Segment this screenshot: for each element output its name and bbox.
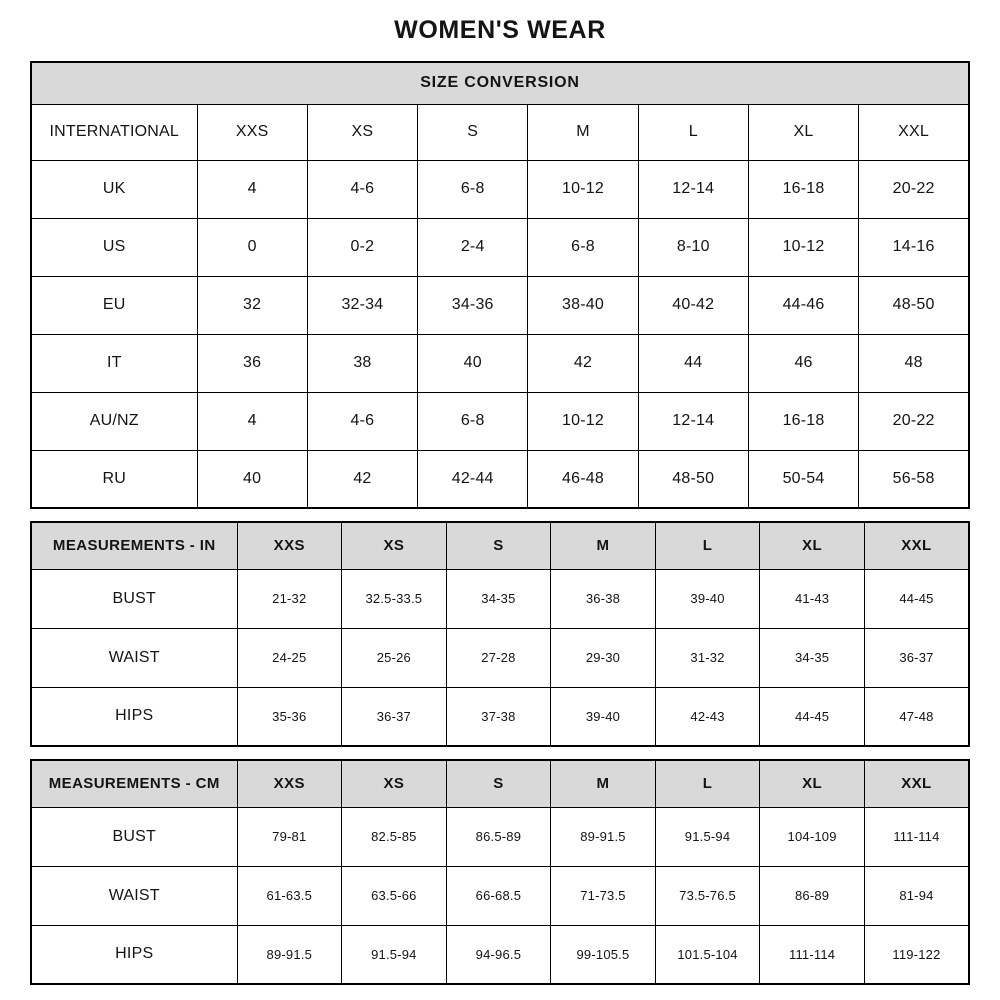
measurement-cell: 39-40 [655,569,760,628]
measurement-cell: 94-96.5 [446,925,551,984]
column-header: XXL [864,522,969,569]
size-cell: 40-42 [638,276,748,334]
measurements-in-table [30,521,970,747]
size-cell: 20-22 [859,392,969,450]
column-header: XS [307,104,417,160]
column-header: M [551,760,656,807]
size-cell: 48-50 [638,450,748,508]
column-header: L [655,522,760,569]
measurement-cell: 119-122 [864,925,969,984]
measurement-cell: 41-43 [760,569,865,628]
size-cell: 40 [418,334,528,392]
size-cell: 6-8 [418,160,528,218]
size-cell: 6-8 [528,218,638,276]
measurement-cell: 91.5-94 [342,925,447,984]
measurements-in-header: MEASUREMENTS - IN [31,522,237,569]
size-cell: 48-50 [859,276,969,334]
column-header: S [418,104,528,160]
table-row [31,104,969,160]
measurement-cell: 36-38 [551,569,656,628]
size-cell: 40 [197,450,307,508]
measurement-cell: 31-32 [655,628,760,687]
measurement-cell: 34-35 [760,628,865,687]
size-cell: 56-58 [859,450,969,508]
row-label: RU [31,450,197,508]
size-cell: 4 [197,392,307,450]
table-row [31,628,969,687]
column-header: XXS [237,522,342,569]
size-cell: 10-12 [528,392,638,450]
column-header: S [446,760,551,807]
size-cell: 16-18 [748,160,858,218]
size-cell: 2-4 [418,218,528,276]
measurement-cell: 27-28 [446,628,551,687]
row-label: HIPS [31,925,237,984]
size-cell: 42 [528,334,638,392]
column-header: INTERNATIONAL [31,104,197,160]
column-header: L [638,104,748,160]
measurement-cell: 81-94 [864,866,969,925]
size-cell: 16-18 [748,392,858,450]
size-cell: 42-44 [418,450,528,508]
size-cell: 38-40 [528,276,638,334]
size-cell: 20-22 [859,160,969,218]
row-label: BUST [31,807,237,866]
column-header: XXS [237,760,342,807]
column-header: M [528,104,638,160]
measurement-cell: 73.5-76.5 [655,866,760,925]
size-cell: 44 [638,334,748,392]
size-cell: 38 [307,334,417,392]
column-header: M [551,522,656,569]
table-row [31,218,969,276]
measurements-cm-header: MEASUREMENTS - CM [31,760,237,807]
size-cell: 4-6 [307,392,417,450]
size-cell: 42 [307,450,417,508]
size-cell: 12-14 [638,160,748,218]
column-header: XL [760,760,865,807]
measurement-cell: 34-35 [446,569,551,628]
table-row [31,62,969,104]
row-label: WAIST [31,866,237,925]
column-header: XL [760,522,865,569]
measurement-cell: 82.5-85 [342,807,447,866]
measurement-cell: 36-37 [864,628,969,687]
size-cell: 34-36 [418,276,528,334]
column-header: XS [342,522,447,569]
size-cell: 44-46 [748,276,858,334]
measurement-cell: 44-45 [760,687,865,746]
measurement-cell: 21-32 [237,569,342,628]
row-label: UK [31,160,197,218]
measurement-cell: 35-36 [237,687,342,746]
table-row [31,334,969,392]
table-row [31,522,969,569]
table-row [31,760,969,807]
table-row [31,160,969,218]
column-header: XXL [864,760,969,807]
row-label: HIPS [31,687,237,746]
table-row [31,276,969,334]
measurement-cell: 63.5-66 [342,866,447,925]
measurement-cell: 111-114 [864,807,969,866]
size-cell: 4 [197,160,307,218]
size-conversion-table [30,61,970,509]
table-row [31,866,969,925]
measurement-cell: 89-91.5 [551,807,656,866]
measurement-cell: 37-38 [446,687,551,746]
row-label: WAIST [31,628,237,687]
measurement-cell: 32.5-33.5 [342,569,447,628]
measurement-cell: 86.5-89 [446,807,551,866]
column-header: S [446,522,551,569]
column-header: XL [748,104,858,160]
size-cell: 48 [859,334,969,392]
row-label: IT [31,334,197,392]
size-cell: 14-16 [859,218,969,276]
measurement-cell: 66-68.5 [446,866,551,925]
size-cell: 32 [197,276,307,334]
measurement-cell: 36-37 [342,687,447,746]
measurement-cell: 111-114 [760,925,865,984]
measurement-cell: 91.5-94 [655,807,760,866]
size-conversion-header: SIZE CONVERSION [31,62,969,104]
measurement-cell: 39-40 [551,687,656,746]
size-cell: 0 [197,218,307,276]
row-label: BUST [31,569,237,628]
size-cell: 32-34 [307,276,417,334]
measurement-cell: 99-105.5 [551,925,656,984]
row-label: EU [31,276,197,334]
size-cell: 10-12 [528,160,638,218]
table-row [31,687,969,746]
size-cell: 6-8 [418,392,528,450]
row-label: US [31,218,197,276]
measurement-cell: 101.5-104 [655,925,760,984]
page-title: WOMEN'S WEAR [394,16,606,44]
column-header: XXS [197,104,307,160]
measurement-cell: 44-45 [864,569,969,628]
measurement-cell: 25-26 [342,628,447,687]
measurement-cell: 71-73.5 [551,866,656,925]
column-header: XXL [859,104,969,160]
table-row [31,569,969,628]
measurements-cm-table [30,759,970,985]
measurement-cell: 79-81 [237,807,342,866]
measurement-cell: 86-89 [760,866,865,925]
size-cell: 0-2 [307,218,417,276]
size-cell: 50-54 [748,450,858,508]
column-header: L [655,760,760,807]
measurement-cell: 29-30 [551,628,656,687]
size-cell: 12-14 [638,392,748,450]
row-label: AU/NZ [31,392,197,450]
measurement-cell: 104-109 [760,807,865,866]
table-row [31,925,969,984]
size-cell: 46 [748,334,858,392]
table-row [31,807,969,866]
measurement-cell: 42-43 [655,687,760,746]
measurement-cell: 61-63.5 [237,866,342,925]
size-cell: 4-6 [307,160,417,218]
measurement-cell: 89-91.5 [237,925,342,984]
size-cell: 8-10 [638,218,748,276]
table-row [31,450,969,508]
column-header: XS [342,760,447,807]
size-cell: 10-12 [748,218,858,276]
table-row [31,392,969,450]
size-cell: 46-48 [528,450,638,508]
measurement-cell: 47-48 [864,687,969,746]
measurement-cell: 24-25 [237,628,342,687]
size-cell: 36 [197,334,307,392]
